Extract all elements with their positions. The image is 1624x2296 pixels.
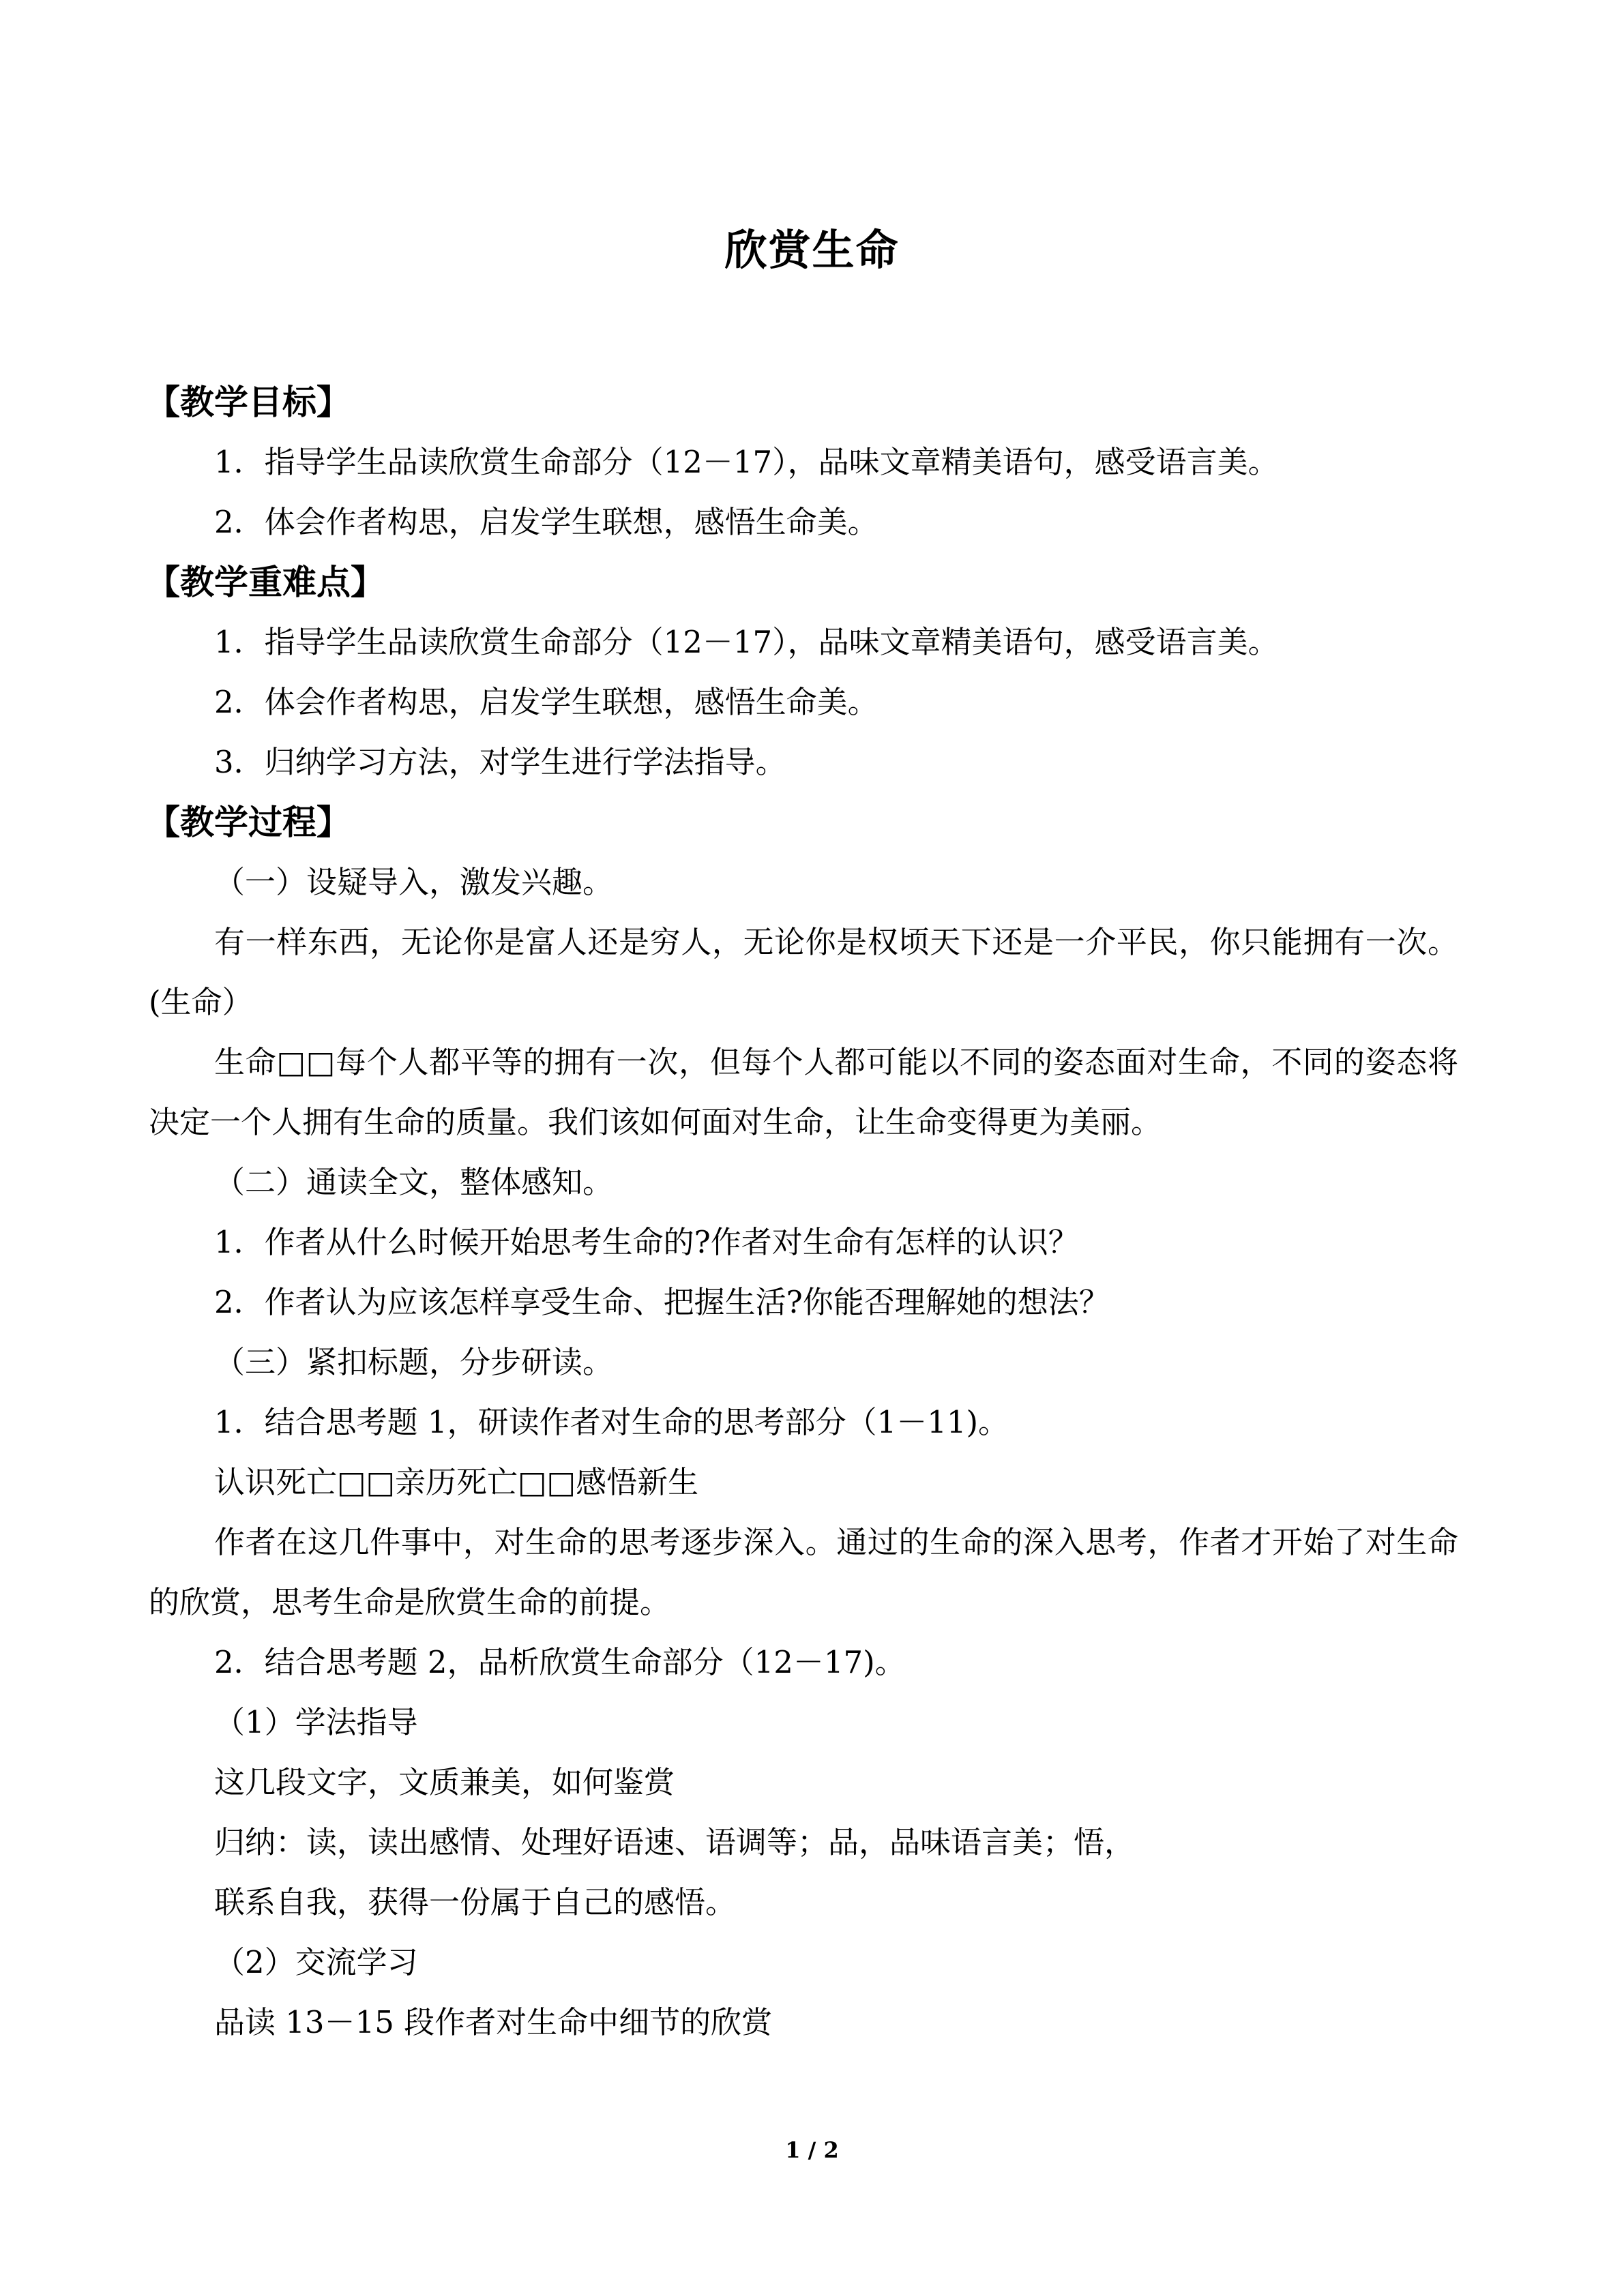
key-point-item: 2．体会作者构思，启发学生联想，感悟生命美。	[214, 684, 879, 720]
key-point-item: 1．指导学生品读欣赏生命部分（12－17），品味文章精美语句，感受语言美。	[214, 624, 1279, 660]
process-line: 联系自我，获得一份属于自己的感悟。	[214, 1884, 737, 1920]
section-heading-key-points: 【教学重难点】	[146, 563, 385, 602]
process-line: （二）通读全文，整体感知。	[214, 1164, 614, 1200]
process-line: 认识死亡□□亲历死亡□□感悟新生	[214, 1464, 699, 1500]
process-line: （三）紧扣标题，分步研读。	[214, 1344, 614, 1380]
section-heading-objectives: 【教学目标】	[146, 383, 351, 422]
objective-item: 1．指导学生品读欣赏生命部分（12－17），品味文章精美语句，感受语言美。	[214, 444, 1279, 480]
process-line: 品读 13－15 段作者对生命中细节的欣赏	[214, 2004, 773, 2040]
process-paragraph: 生命□□每个人都平等的拥有一次，但每个人都可能以不同的姿态面对生命，不同的姿态将决定一个人拥有生命的质量。我们该如何面对生命，让生命变得更为美丽。	[149, 1044, 1458, 1140]
process-line: 归纳：读，读出感情、处理好语速、语调等；品，品味语言美；悟，	[214, 1824, 1136, 1860]
section-heading-process: 【教学过程】	[146, 803, 351, 842]
page-number: 1 / 2	[785, 2137, 839, 2163]
objective-item: 2．体会作者构思，启发学生联想，感悟生命美。	[214, 504, 879, 540]
process-line: 这几段文字，文质兼美，如何鉴赏	[214, 1764, 675, 1800]
process-line: 1．结合思考题 1，研读作者对生命的思考部分（1－11)。	[214, 1404, 1009, 1440]
process-line: 2．结合思考题 2，品析欣赏生命部分（12－17)。	[214, 1644, 906, 1680]
process-paragraph: 作者在这几件事中，对生命的思考逐步深入。通过的生命的深入思考，作者才开始了对生命的欣赏，思考生命是欣赏生命的前提。	[149, 1524, 1458, 1620]
document-body	[146, 372, 1458, 2053]
process-line: 1．作者从什么时候开始思考生命的?作者对生命有怎样的认识？	[214, 1224, 1079, 1260]
document-title: 欣赏生命	[724, 225, 900, 275]
key-point-item: 3．归纳学习方法，对学生进行学法指导。	[214, 744, 786, 780]
process-line: （一）设疑导入，激发兴趣。	[214, 864, 614, 900]
process-paragraph: 有一样东西，无论你是富人还是穷人，无论你是权顷天下还是一介平民，你只能拥有一次。(生命）	[149, 924, 1458, 1020]
process-line: 2．作者认为应该怎样享受生命、把握生活?你能否理解她的想法？	[214, 1284, 1110, 1320]
process-line: （1）学法指导	[214, 1704, 418, 1740]
process-line: （2）交流学习	[214, 1944, 418, 1980]
